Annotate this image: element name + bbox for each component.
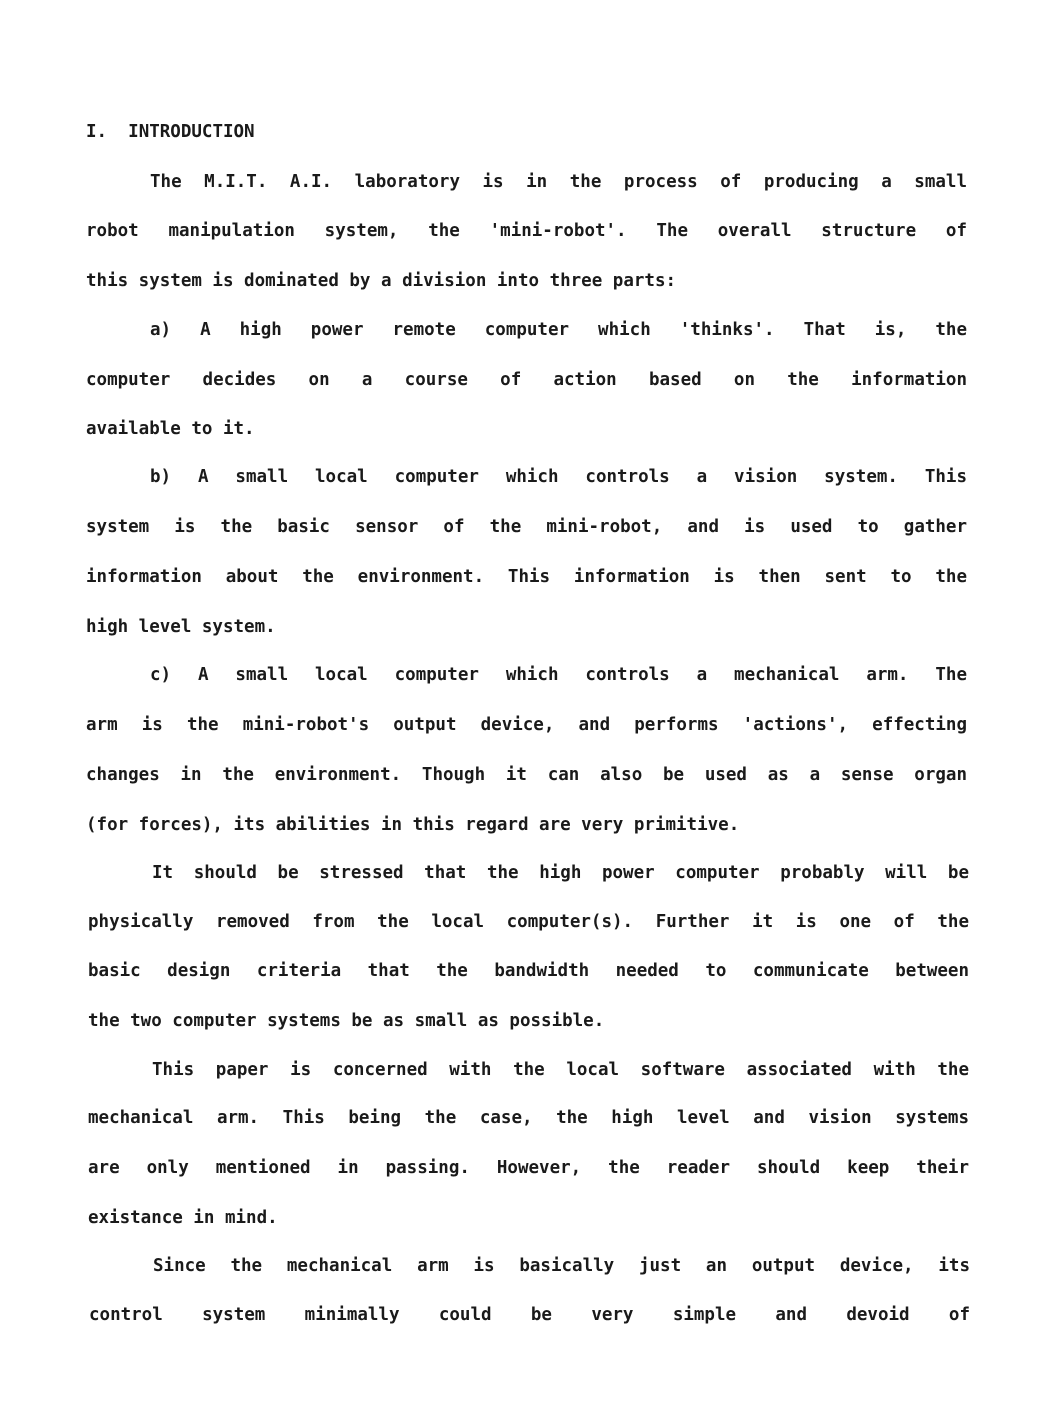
text-line: computer decides on a course of action based on the information bbox=[86, 370, 967, 390]
text-line: a) A high power remote computer which 'thinks'. That is, the bbox=[150, 320, 967, 340]
text-line: high level system. bbox=[86, 617, 276, 637]
text-line: the two computer systems be as small as possible. bbox=[88, 1011, 605, 1031]
text-line: this system is dominated by a division into three parts: bbox=[86, 271, 677, 291]
text-line: This paper is concerned with the local software associated with the bbox=[152, 1060, 969, 1080]
text-line: The M.I.T. A.I. laboratory is in the process of producing a small bbox=[150, 172, 967, 192]
text-line: It should be stressed that the high power computer probably will be bbox=[152, 863, 969, 883]
text-line: b) A small local computer which controls a vision system. This bbox=[150, 467, 967, 487]
text-line: existance in mind. bbox=[88, 1208, 278, 1228]
text-line: (for forces), its abilities in this regard are very primitive. bbox=[86, 815, 740, 835]
section-title: INTRODUCTION bbox=[128, 122, 255, 142]
text-line: changes in the environment. Though it can also be used as a sense organ bbox=[86, 765, 967, 785]
text-line: system is the basic sensor of the mini-robot, and is used to gather bbox=[86, 517, 967, 537]
text-line: mechanical arm. This being the case, the high level and vision systems bbox=[88, 1108, 969, 1128]
text-line: Since the mechanical arm is basically just an output device, its bbox=[153, 1256, 970, 1276]
text-line: information about the environment. This information is then sent to the bbox=[86, 567, 967, 587]
text-line: robot manipulation system, the 'mini-robot'. The overall structure of bbox=[86, 221, 967, 241]
section-number: I. bbox=[86, 122, 108, 142]
text-line: are only mentioned in passing. However, the reader should keep their bbox=[88, 1158, 969, 1178]
text-line: control system minimally could be very simple and devoid of bbox=[89, 1305, 970, 1325]
text-line: basic design criteria that the bandwidth needed to communicate between bbox=[88, 961, 969, 981]
text-line: arm is the mini-robot's output device, and performs 'actions', effecting bbox=[86, 715, 967, 735]
text-line: physically removed from the local computer(s). Further it is one of the bbox=[88, 912, 969, 932]
text-line: available to it. bbox=[86, 419, 255, 439]
section-heading bbox=[86, 121, 255, 143]
text-line: c) A small local computer which controls a mechanical arm. The bbox=[150, 665, 967, 685]
